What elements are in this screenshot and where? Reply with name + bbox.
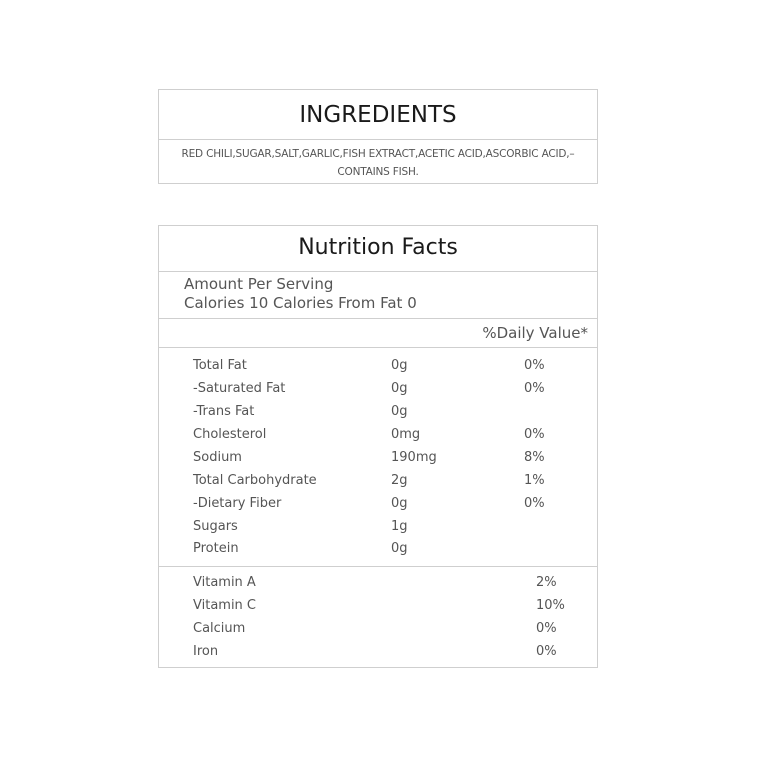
nutrient-daily-value: 8%: [524, 450, 545, 465]
nutrient-row: [159, 516, 597, 538]
vitamin-row: [159, 641, 597, 663]
nutrient-amount: 190mg: [391, 450, 437, 465]
nutrient-daily-value: 0%: [524, 496, 545, 511]
calories-line: Calories 10 Calories From Fat 0: [184, 294, 417, 312]
nutrient-amount: 0g: [391, 358, 408, 373]
vitamin-row: [159, 618, 597, 640]
vitamin-row: [159, 572, 597, 594]
nutrient-table: [159, 348, 597, 567]
nutrient-daily-value: 0%: [524, 427, 545, 442]
nutrient-amount: 2g: [391, 473, 408, 488]
ingredients-panel: [158, 89, 598, 184]
nutrient-name: Sugars: [193, 519, 238, 534]
nutrient-name: -Dietary Fiber: [193, 496, 282, 511]
nutrient-row: [159, 538, 597, 560]
amount-per-serving: Amount Per Serving: [184, 275, 334, 293]
ingredients-line-1: RED CHILI,SUGAR,SALT,GARLIC,FISH EXTRACT,ACETIC ACID,ASCORBIC ACID,–: [181, 148, 575, 160]
nutrient-row: [159, 470, 597, 492]
nutrient-name: -Saturated Fat: [193, 381, 286, 396]
nutrient-row: [159, 493, 597, 515]
vitamin-daily-value: 10%: [536, 598, 565, 613]
vitamin-name: Vitamin A: [193, 575, 256, 590]
nutrient-name: Total Fat: [193, 358, 247, 373]
nutrient-amount: 0g: [391, 496, 408, 511]
ingredients-line-2: CONTAINS FISH.: [337, 166, 419, 178]
nutrient-daily-value: 0%: [524, 381, 545, 396]
vitamin-name: Calcium: [193, 621, 246, 636]
nutrient-amount: 1g: [391, 519, 408, 534]
serving-info: [159, 272, 597, 319]
nutrient-name: -Trans Fat: [193, 404, 255, 419]
vitamin-daily-value: 2%: [536, 575, 557, 590]
nutrient-daily-value: 0%: [524, 358, 545, 373]
ingredients-text: [159, 140, 597, 181]
daily-value-header: %Daily Value*: [159, 319, 597, 348]
nutrient-row: [159, 355, 597, 377]
nutrient-daily-value: 1%: [524, 473, 545, 488]
vitamin-name: Vitamin C: [193, 598, 257, 613]
nutrient-amount: 0g: [391, 404, 408, 419]
nutrient-name: Total Carbohydrate: [193, 473, 317, 488]
vitamin-daily-value: 0%: [536, 644, 557, 659]
ingredients-title: INGREDIENTS: [159, 90, 597, 140]
nutrient-row: [159, 424, 597, 446]
vitamin-row: [159, 595, 597, 617]
nutrient-amount: 0mg: [391, 427, 421, 442]
vitamin-name: Iron: [193, 644, 219, 659]
nutrient-name: Protein: [193, 541, 239, 556]
nutrient-amount: 0g: [391, 541, 408, 556]
nutrition-title: Nutrition Facts: [159, 226, 597, 272]
nutrient-name: Cholesterol: [193, 427, 267, 442]
nutrient-row: [159, 401, 597, 423]
nutrition-facts-panel: [158, 225, 598, 668]
nutrient-name: Sodium: [193, 450, 242, 465]
nutrient-amount: 0g: [391, 381, 408, 396]
vitamin-daily-value: 0%: [536, 621, 557, 636]
nutrient-row: [159, 378, 597, 400]
nutrient-row: [159, 447, 597, 469]
